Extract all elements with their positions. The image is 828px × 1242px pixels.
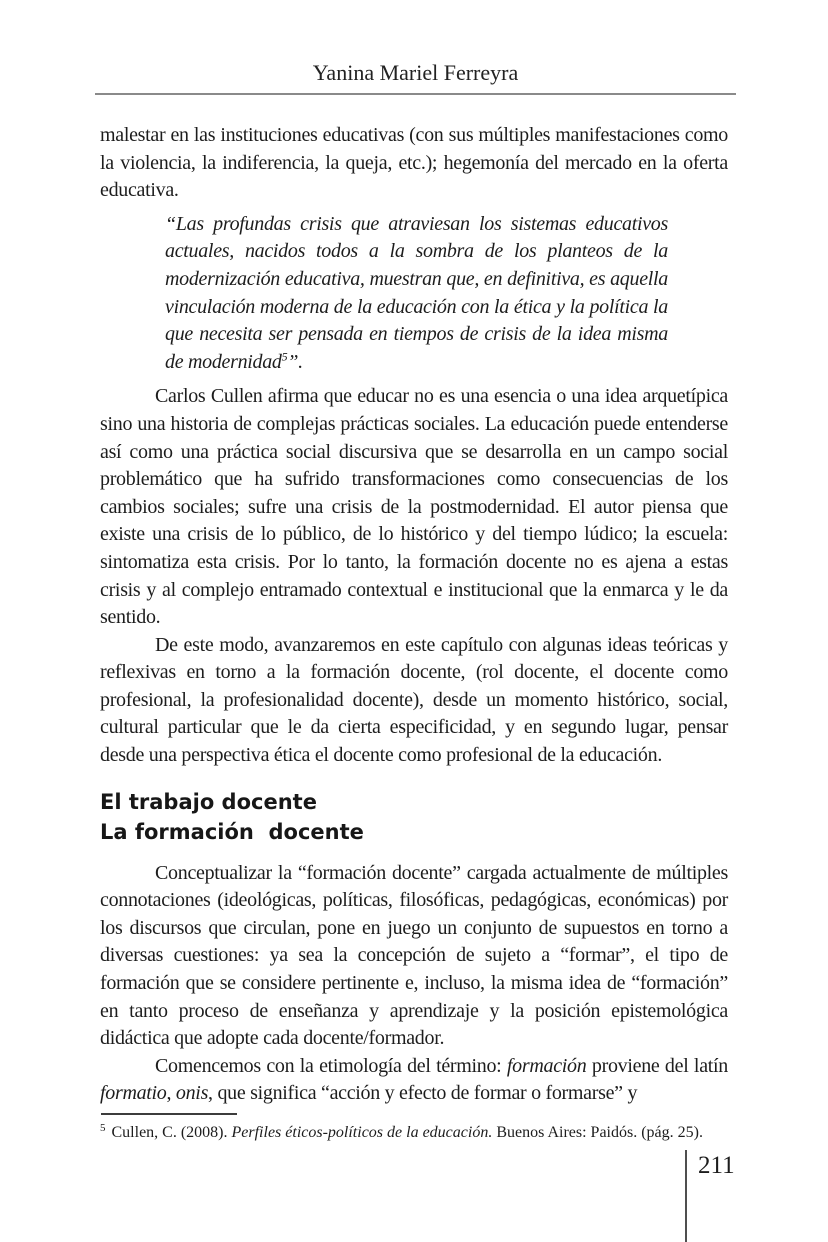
section-heading-line-1: El trabajo docente: [100, 789, 317, 814]
section-heading-line-2: La formación docente: [100, 819, 364, 844]
page-number-rule: [685, 1150, 687, 1242]
quote-closing-mark: ”.: [287, 350, 303, 373]
footnote: [100, 1122, 745, 1144]
page-number: 211: [698, 1152, 735, 1179]
etimologia-term-formatio: formatio: [100, 1082, 167, 1105]
footnote-separator-rule: [101, 1113, 237, 1115]
footnote-reference: 5: [281, 349, 288, 364]
running-header: [95, 60, 736, 95]
etimologia-text-4: , que significa “acción y efecto de formar o formarse” y: [208, 1082, 638, 1105]
footnote-book-title: Perfiles éticos-políticos de la educación.: [231, 1124, 493, 1141]
quote-text: “Las profundas crisis que atraviesan los sistemas educativos actuales, nacidos todos a la sombra de los planteos de la modernización educativa, muestran que, en definitiva, es aquella vinculación moderna de la educación con la ética y la política la que necesita ser pensada en tiempos de crisis de la idea misma de modernidad: [165, 212, 668, 373]
paragraph-cullen: Carlos Cullen afirma que educar no es una esencia o una idea arquetípica sino una historia de complejas prácticas sociales. La educación puede entenderse así como una práctica social discursiva que se desarrolla en un campo social problemático que ha sufrido transformaciones como consecuencias de los cambios sociales; sufre una crisis de la postmodernidad. El autor piensa que existe una crisis de lo público, de lo histórico y del tiempo lúdico; la escuela: sintomatiza esta crisis. Por lo tanto, la formación docente no es ajena a estas crisis y al complejo entramado contextual e institucional que la enmarca y le da sentido.: [100, 385, 728, 629]
etimologia-term-onis: onis: [175, 1082, 209, 1105]
running-header-author: Yanina Mariel Ferreyra: [312, 60, 519, 85]
block-quote: [165, 211, 668, 377]
paragraph-conceptualizar: Conceptualizar la “formación docente” cargada actualmente de múltiples connotaciones (ideológicas, políticas, filosóficas, pedagógicas, económicas) por los discursos que circulan, pone en juego un conjunto de supuestos en torno a diversas cuestiones: ya sea la concepción de sujeto a “formar”, el tipo de formación que se considere pertinente e, incluso, la misma idea de “formación” en tanto proceso de enseñanza y aprendizaje y la posición epistemológica didáctica que adopte cada docente/formador.: [100, 861, 728, 1050]
section-heading: [100, 787, 728, 847]
etimologia-term-formacion: formación: [506, 1054, 587, 1077]
paragraph-etimologia: [100, 1053, 728, 1108]
etimologia-text-3: ,: [166, 1082, 176, 1105]
page-body: [100, 122, 728, 1108]
footnote-citation-1: Cullen, C. (2008).: [111, 1124, 232, 1141]
paragraph-intro: malestar en las instituciones educativas (con sus múltiples manifestaciones como la violencia, la indiferencia, la queja, etc.); hegemonía del mercado en la oferta educativa.: [100, 124, 728, 202]
footnote-marker: 5: [100, 1121, 106, 1134]
footnote-citation-2: Buenos Aires: Paidós. (pág. 25).: [492, 1124, 703, 1141]
etimologia-text-2: proviene del latín: [586, 1054, 728, 1077]
paragraph-de-este-modo: De este modo, avanzaremos en este capítulo con algunas ideas teóricas y reflexivas en torno a la formación docente, (rol docente, el docente como profesional, la profesionalidad docente), desde un momento histórico, social, cultural particular que le da cierta especificidad, y en segundo lugar, pensar desde una perspectiva ética el docente como profesional de la educación.: [100, 633, 728, 767]
etimologia-text-1: Comencemos con la etimología del término:: [155, 1054, 507, 1077]
